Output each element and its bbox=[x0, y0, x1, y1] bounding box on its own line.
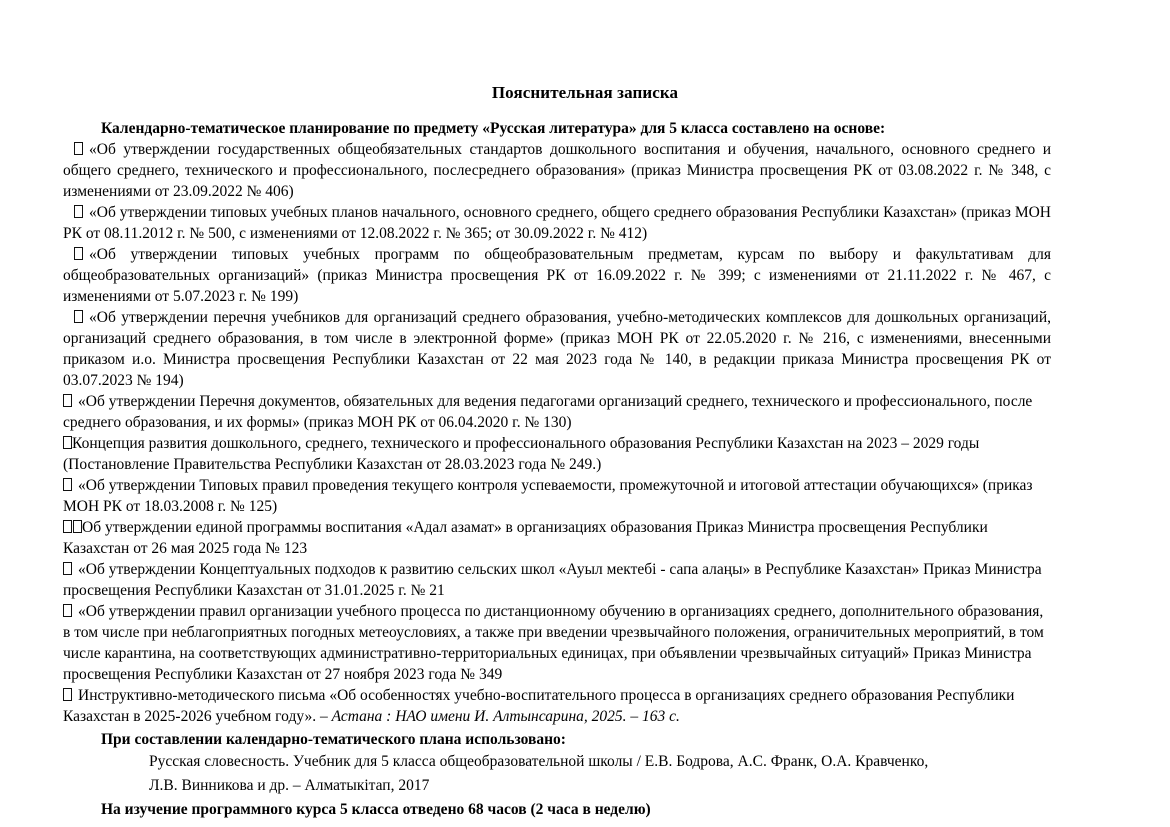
bullet-box-icon bbox=[74, 205, 83, 218]
bullet-box-icon bbox=[63, 394, 72, 407]
bullet-box-icon bbox=[63, 478, 72, 491]
bullet-box-icon bbox=[73, 520, 82, 533]
list-item bbox=[63, 517, 1051, 559]
list-item-instructive-letter bbox=[63, 685, 1051, 727]
list-item-text: «Об утверждении Перечня документов, обязательных для ведения педагогами организаций среднего, технического и профессионального, после среднего образования, и их формы» (приказ МОН РК от 06.04.2020 г. № 130) bbox=[63, 393, 1033, 431]
list-item-text: «Об утверждении перечня учебников для организаций среднего образования, учебно-методических комплексов для дошкольных организаций, организаций среднего образования, в том числе в электронной форме» (приказ МОН РК от 22.05.2020 г. № 216, с изменениями, внесенными приказом и.о. Министра просвещения Республики Казахстан от 22 мая 2023 года № 140, в редакции приказа Министра просвещения РК от 03.07.2023 № 194) bbox=[63, 309, 1051, 389]
list-item-text: «Об утверждении Типовых правил проведения текущего контроля успеваемости, промежуточной и итоговой аттестации обучающихся» (приказ МОН РК от 18.03.2008 г. № 125) bbox=[63, 477, 1033, 515]
textbook-line: Л.В. Винникова и др. – Алматыкітап, 2017 bbox=[149, 777, 430, 794]
course-hours-line: На изучение программного курса 5 класса отведено 68 часов (2 часа в неделю) bbox=[101, 801, 651, 818]
bullet-box-icon bbox=[74, 247, 83, 260]
page-title: Пояснительная записка bbox=[491, 83, 679, 102]
used-sources-heading: При составлении календарно-тематического плана использовано: bbox=[101, 731, 566, 748]
list-item-text: Концепция развития дошкольного, среднего, технического и профессионального образования Республики Казахстан на 2023 – 2029 годы (Постановление Правительства Республики Казахстан от 28.03.2023 года № 249.) bbox=[63, 435, 980, 473]
list-item-text: Об утверждении единой программы воспитания «Адал азамат» в организациях образования Приказ Министра просвещения Республики Казахстан от 26 мая 2025 года № 123 bbox=[63, 519, 988, 557]
lead-paragraph: Календарно-тематическое планирование по предмету «Русская литература» для 5 класса составлено на основе: bbox=[101, 120, 886, 137]
bullet-box-icon bbox=[74, 142, 83, 155]
list-item bbox=[63, 601, 1051, 685]
list-item-text: «Об утверждении типовых учебных программ по общеобразовательным предметам, курсам по выбору и факультативам для общеобразовательных организаций» (приказ Министра просвещения РК от 16.09.2022 г. № 399; с изменениями от 21.11.2022 г. № 467, с изменениями от 5.07.2023 г. № 199) bbox=[63, 246, 1051, 305]
instructive-letter-text: Инструктивно-методического письма «Об особенностях учебно-воспитательного процесса в организациях среднего образования Республики Казахстан в 2025-2026 учебном году». bbox=[63, 687, 1015, 725]
bullet-box-icon bbox=[63, 562, 72, 575]
bullet-box-icon bbox=[63, 688, 72, 701]
document-body bbox=[63, 118, 1051, 822]
bullet-box-icon bbox=[74, 310, 83, 323]
list-item bbox=[63, 559, 1051, 601]
list-item-text: «Об утверждении государственных общеобязательных стандартов дошкольного воспитания и обучения, начального, основного среднего и общего среднего, технического и профессионального, послесреднего образования» (приказ Министра просвещения РК от 03.08.2022 г. № 348, с изменениями от 23.09.2022 № 406) bbox=[63, 141, 1051, 200]
bullet-box-icon bbox=[63, 520, 72, 533]
instructive-letter-citation: – Астана : НАО имени И. Алтынсарина, 2025. – 163 с. bbox=[319, 708, 680, 725]
list-item bbox=[63, 475, 1051, 517]
list-item bbox=[63, 139, 1051, 202]
list-item-text: «Об утверждении типовых учебных планов начального, основного среднего, общего среднего образования Республики Казахстан» (приказ МОН РК от 08.11.2012 г. № 500, с изменениями от 12.08.2022 г. № 365; от 30.09.2022 г. № 412) bbox=[63, 204, 1051, 242]
textbook-line: Русская словесность. Учебник для 5 класса общеобразовательной школы / Е.В. Бодрова, А.С. Франк, О.А. Кравченко, bbox=[149, 753, 929, 770]
list-item-text: «Об утверждении правил организации учебного процесса по дистанционному обучению в организациях среднего, дополнительного образования, в том числе при неблагоприятных погодных метеоусловиях, а также при введении чрезвычайного положения, ограничительных мероприятий, в том числе карантина, на соответствующих административно-территориальных единицах, при объявлении чрезвычайных ситуаций» Приказ Министра просвещения Республики Казахстан от 27 ноября 2023 года № 349 bbox=[63, 603, 1044, 683]
list-item bbox=[63, 433, 1051, 475]
list-item-text: «Об утверждении Концептуальных подходов к развитию сельских школ «Ауыл мектебі - сапа алаңы» в Республике Казахстан» Приказ Министра просвещения Республики Казахстан от 31.01.2025 г. № 21 bbox=[63, 561, 1042, 599]
list-item bbox=[63, 202, 1051, 244]
bullet-box-icon bbox=[63, 436, 72, 449]
list-item bbox=[63, 244, 1051, 307]
bullet-box-icon bbox=[63, 604, 72, 617]
list-item bbox=[63, 307, 1051, 391]
list-item bbox=[63, 391, 1051, 433]
